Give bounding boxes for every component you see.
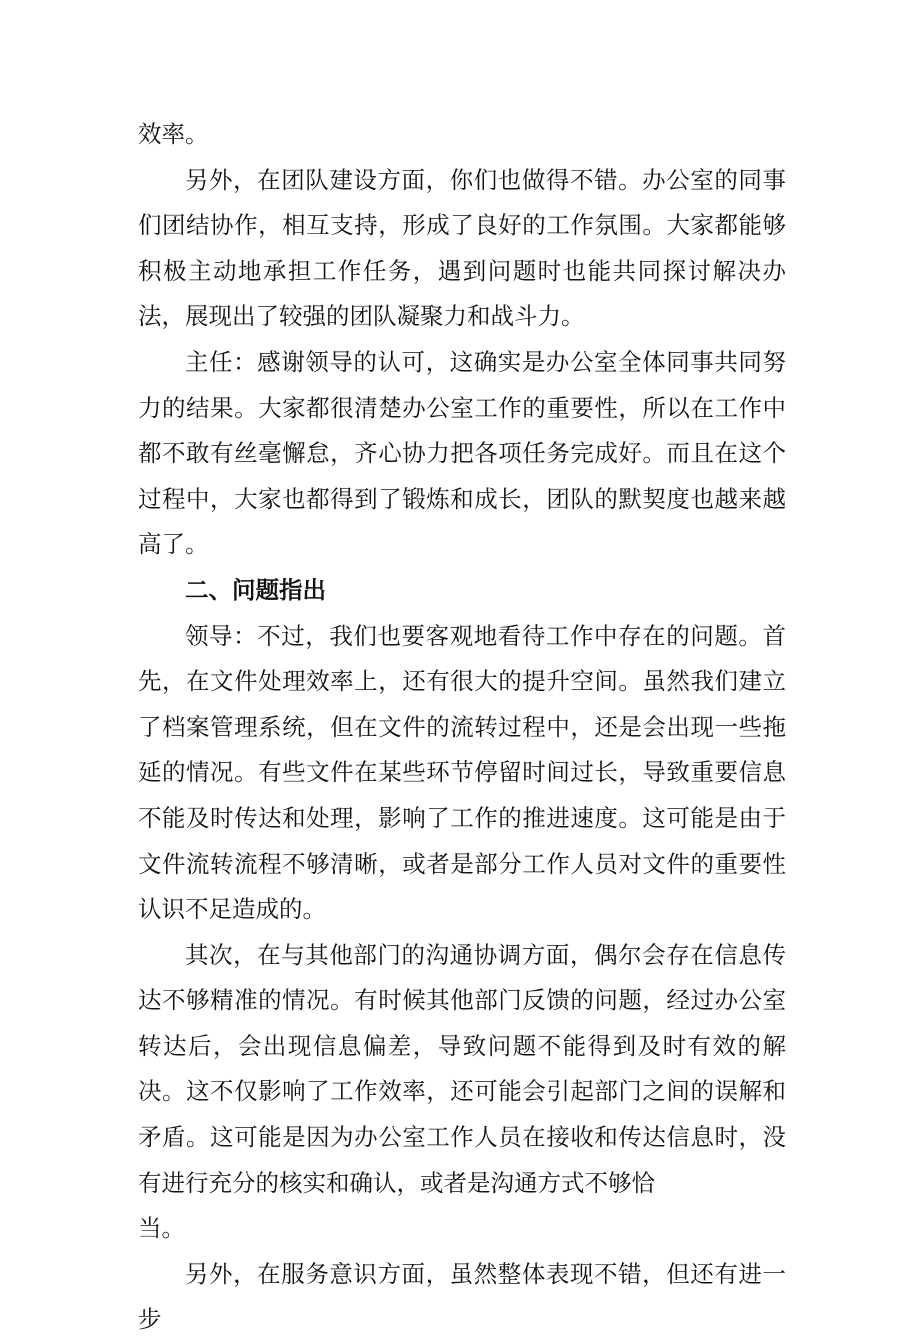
paragraph-continuation: 效率。 <box>138 120 209 148</box>
paragraph-file-efficiency: 领导：不过，我们也要客观地看待工作中存在的问题。首先，在文件处理效率上，还有很大的提升空间。虽然我们建立了档案管理系统，但在文件的流转过程中，还是会出现一些拖延的情况。有些文件在某些环节停留时间过长，导致重要信息不能及时传达和处理，影响了工作的推进速度。这可能是由于文件流转流程不够清晰，或者是部分工作人员对文件的重要性认识不足造成的。 <box>138 621 786 924</box>
paragraph-team-building: 另外，在团队建设方面，你们也做得不错。办公室的同事们团结协作，相互支持，形成了良好的工作氛围。大家都能够积极主动地承担工作任务，遇到问题时也能共同探讨解决办法，展现出了较强的团队凝聚力和战斗力。 <box>138 165 786 331</box>
paragraph-director-reply: 主任：感谢领导的认可，这确实是办公室全体同事共同努力的结果。大家都很清楚办公室工作的重要性，所以在工作中都不敢有丝毫懈怠，齐心协力把各项任务完成好。而且在这个过程中，大家也都得到了锻炼和成长，团队的默契度也越来越高了。 <box>138 347 786 559</box>
paragraph-communication: 其次，在与其他部门的沟通协调方面，偶尔会存在信息传达不够精准的情况。有时候其他部门反馈的问题，经过办公室转达后，会出现信息偏差，导致问题不能得到及时有效的解决。这不仅影响了工作效率，还可能会引起部门之间的误解和矛盾。这可能是因为办公室工作人员在接收和传达信息时，没有进行充分的核实和确认，或者是沟通方式不够恰 <box>138 940 786 1197</box>
document-body <box>138 112 786 1343</box>
paragraph-service-awareness: 另外，在服务意识方面，虽然整体表现不错，但还有进一步 <box>138 1259 786 1334</box>
paragraph-orphan-line: 当。 <box>138 1214 185 1243</box>
section-heading-problems: 二、问题指出 <box>185 575 326 604</box>
